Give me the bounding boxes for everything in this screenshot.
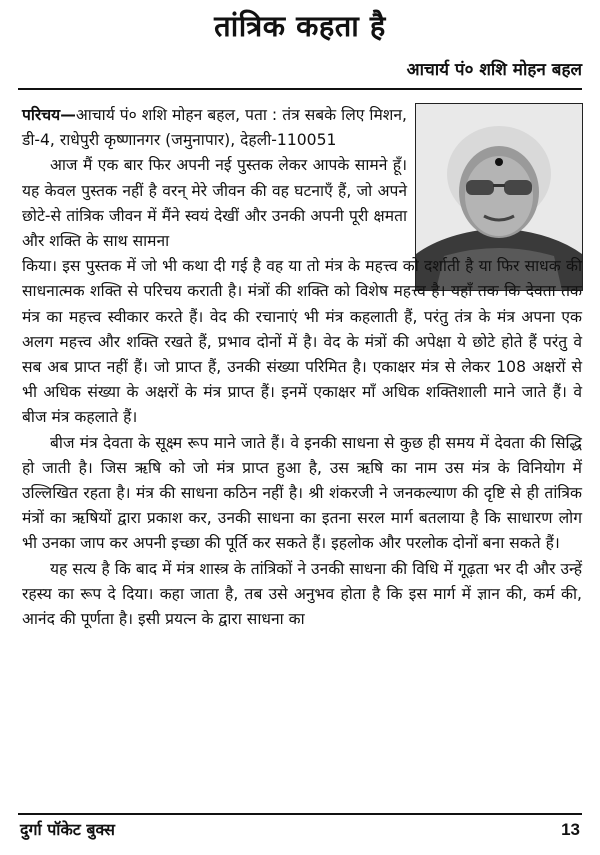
paragraph-3: यह सत्य है कि बाद में मंत्र शास्त्र के तांत्रिकों ने उनकी साधना की विधि में गूढ़ता भर दी और उन्हें रहस्य का रूप दे दिया। कहा जाता है, तब उसे अनुभव होता है कि इस मार्ग में ज्ञान की, कर्म की, आनंद की पूर्णता है। इसी प्रयत्न के द्वारा साधना का bbox=[22, 559, 582, 629]
paragraph-2: बीज मंत्र देवता के सूक्ष्म रूप माने जाते हैं। वे इनकी साधना से कुछ ही समय में देवता की सिद्धि हो जाती है। जिस ऋषि को जो मंत्र प्राप्त हुआ है, उस ऋषि का नाम उस मंत्र के विनियोग में उल्लिखित रहता है। मंत्र की साधना कठिन नहीं है। श्री शंकरजी ने जनकल्याण की दृष्टि से ही तांत्रिक मंत्रों का ऋषियों द्वारा प्रकाश कर, उनकी साधना का इतना सरल मार्ग बतलाया है कि साधारण लोग भी उनका जाप कर अपनी इच्छा की पूर्ति कर सकते हैं। इहलोक और परलोक दोनों बना सकते हैं। bbox=[22, 433, 582, 553]
paragraph-1-lead: आज मैं एक बार फिर अपनी नई पुस्तक लेकर आपके सामने हूँ। यह केवल पुस्तक नहीं है वरन् मेरे जीवन की वह घटनाएँ हैं, जो अपने छोटे-से तांत्रिक जीवन में मैंने स्वयं देखीं और उनकी अपनी पूरी क्षमता और शक्ति के साथ सामना bbox=[22, 156, 407, 251]
paragraph-1-rest: किया। इस पुस्तक में जो भी कथा दी गई है वह या तो मंत्र के महत्त्व को दर्शाती है या फिर साधक की साधनात्मक शक्ति से परिचय कराती है। मंत्रों की शक्ति को विशेष महत्त्व है। यहाँ तक कि देवता तक मंत्र का महत्त्व स्वीकार करते हैं। वेद की रचानाएं भी मंत्र कहलाती हैं, परंतु तंत्र के मंत्र अपना एक अलग महत्त्व और शक्ति रखते हैं, प्रभाव दोनों में है। वेद के मंत्रों की अपेक्षा ये छोटे होते हैं परंतु वे सब अब प्राप्त नहीं हैं। जो प्राप्त हैं, उनकी संख्या परिमित है। एकाक्षर मंत्र से लेकर 108 अक्षरों से भी अधिक संख्या के अक्षरों के मंत्र प्राप्त हैं। इनमें एकाक्षर माँ अधिक शक्तिशाली माने जाते हैं। वे बीज मंत्र कहलाते हैं। bbox=[22, 257, 582, 427]
publisher-name: दुर्गा पॉकेट बुक्स bbox=[20, 820, 115, 839]
intro-block bbox=[22, 103, 407, 254]
intro-paragraph bbox=[22, 103, 407, 153]
page-number: 13 bbox=[561, 820, 580, 839]
author-name: आचार्य पं० शशि मोहन बहल bbox=[406, 60, 582, 80]
header-divider bbox=[18, 88, 582, 90]
page-title: तांत्रिक कहता है bbox=[214, 9, 386, 43]
intro-text: आचार्य पं० शशि मोहन बहल, पता : तंत्र सबके लिए मिशन, डी-4, राधेपुरी कृष्णानगर (जमुनापार), देहली-110051 bbox=[22, 106, 407, 150]
article-body bbox=[22, 103, 582, 632]
footer-divider bbox=[18, 813, 582, 815]
intro-label: परिचय— bbox=[22, 106, 76, 124]
